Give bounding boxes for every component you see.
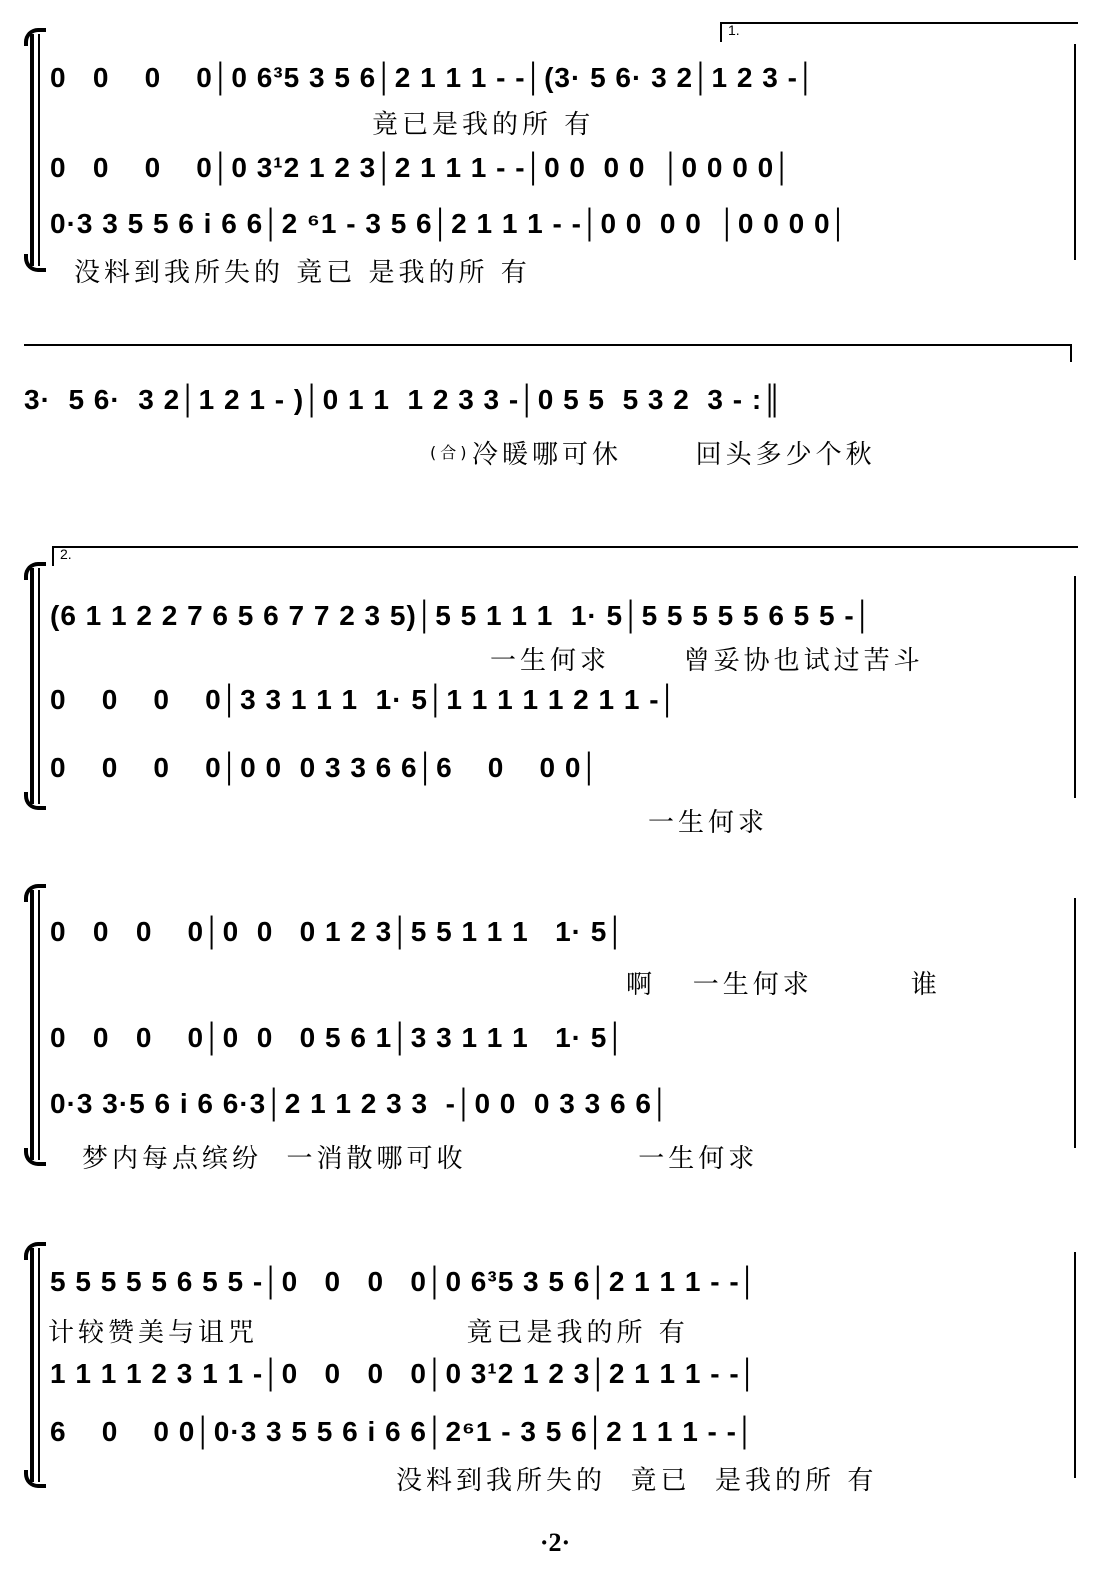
voice-2-notes: 0 0 0 0│0 0 0 5 6 1│3 3 1 1 1 1· 5│ <box>50 1022 626 1053</box>
voice-1-lyric: 啊 一生何求 谁 <box>626 970 941 1000</box>
end-barline <box>1074 898 1076 1148</box>
voice-3-lyric: 梦内每点缤纷 一消散哪可收 一生何求 <box>82 1144 759 1174</box>
volta-line <box>24 344 1072 346</box>
system-4 <box>0 880 1110 1180</box>
voice-3-lyric: 没料到我所失的 竟已 是我的所 有 <box>74 258 531 288</box>
system-2 <box>0 340 1110 480</box>
voice-2-notes: 0 0 0 0│0 3¹2 1 2 3│2 1 1 1 - -│0 0 0 0 │0 0 0 0│ <box>50 152 793 183</box>
volta-1: 1. <box>720 22 1078 42</box>
voice-1-lyric: 一生何求 曾妥协也试过苦斗 <box>490 646 924 676</box>
end-barline <box>1074 576 1076 798</box>
voice-3-notes: 0 0 0 0│0 0 0 3 3 6 6│6 0 0 0│ <box>50 752 600 783</box>
voice-1-lyric: 计较赞美与诅咒 竟已是我的所 有 <box>48 1318 689 1348</box>
voice-3-lyric: 一生何求 <box>648 808 769 838</box>
voice-1-notes: 0 0 0 0│0 6³5 3 5 6│2 1 1 1 - -│(3· 5 6· 3 2│1 2 3 -│ <box>50 62 817 93</box>
page-number: ·2· <box>539 1528 571 1557</box>
volta-end <box>1070 344 1072 362</box>
voice-2-notes: 0 0 0 0│3 3 1 1 1 1· 5│1 1 1 1 1 2 1 1 -│ <box>50 684 679 715</box>
system-3 <box>0 540 1110 838</box>
voice-3-notes: 0·3 3·5 6 i 6 6·3│2 1 1 2 3 3 -│0 0 0 3 3 6 6│ <box>50 1088 671 1119</box>
system-1 <box>0 20 1110 288</box>
voice-1-notes: (6 1 1 2 2 7 6 5 6 7 7 2 3 5)│5 5 1 1 1 1· 5│5 5 5 5 5 6 5 5 -│ <box>50 600 874 631</box>
end-barline <box>1074 44 1076 260</box>
voice-1-notes: 0 0 0 0│0 0 0 1 2 3│5 5 1 1 1 1· 5│ <box>50 916 626 947</box>
voice-3-lyric: 没料到我所失的 竟已 是我的所 有 <box>396 1466 878 1496</box>
end-barline <box>1074 1252 1076 1478</box>
voice-3-notes: 6 0 0 0│0·3 3 5 5 6 i 6 6│2⁶1 - 3 5 6│2 1 1 1 - -│ <box>50 1416 756 1447</box>
staff-brace <box>24 34 42 266</box>
staff-brace <box>24 1248 42 1482</box>
system-5 <box>0 1230 1110 1500</box>
voice-1-lyric: 竟已是我的所 有 <box>372 110 595 140</box>
staff-brace <box>24 890 42 1160</box>
voice-2-notes: 1 1 1 1 2 3 1 1 -│0 0 0 0│0 3¹2 1 2 3│2 1 1 1 - -│ <box>50 1358 759 1389</box>
voice-3-notes: 0·3 3 5 5 6 i 6 6│2 ⁶1 - 3 5 6│2 1 1 1 - -│0 0 0 0 │0 0 0 0│ <box>50 208 850 239</box>
voice-1-notes: 3· 5 6· 3 2│1 2 1 - )│0 1 1 1 2 3 3 -│0 5 5 5 3 2 3 - :║ <box>24 384 784 415</box>
chorus-marker: (合) <box>430 443 471 462</box>
voice-1-lyric: 冷暖哪可休 回头多少个秋 <box>472 440 876 470</box>
staff-brace <box>24 568 42 804</box>
volta-2: 2. <box>52 546 1078 566</box>
voice-1-notes: 5 5 5 5 5 6 5 5 -│0 0 0 0│0 6³5 3 5 6│2 1 1 1 - -│ <box>50 1266 759 1297</box>
